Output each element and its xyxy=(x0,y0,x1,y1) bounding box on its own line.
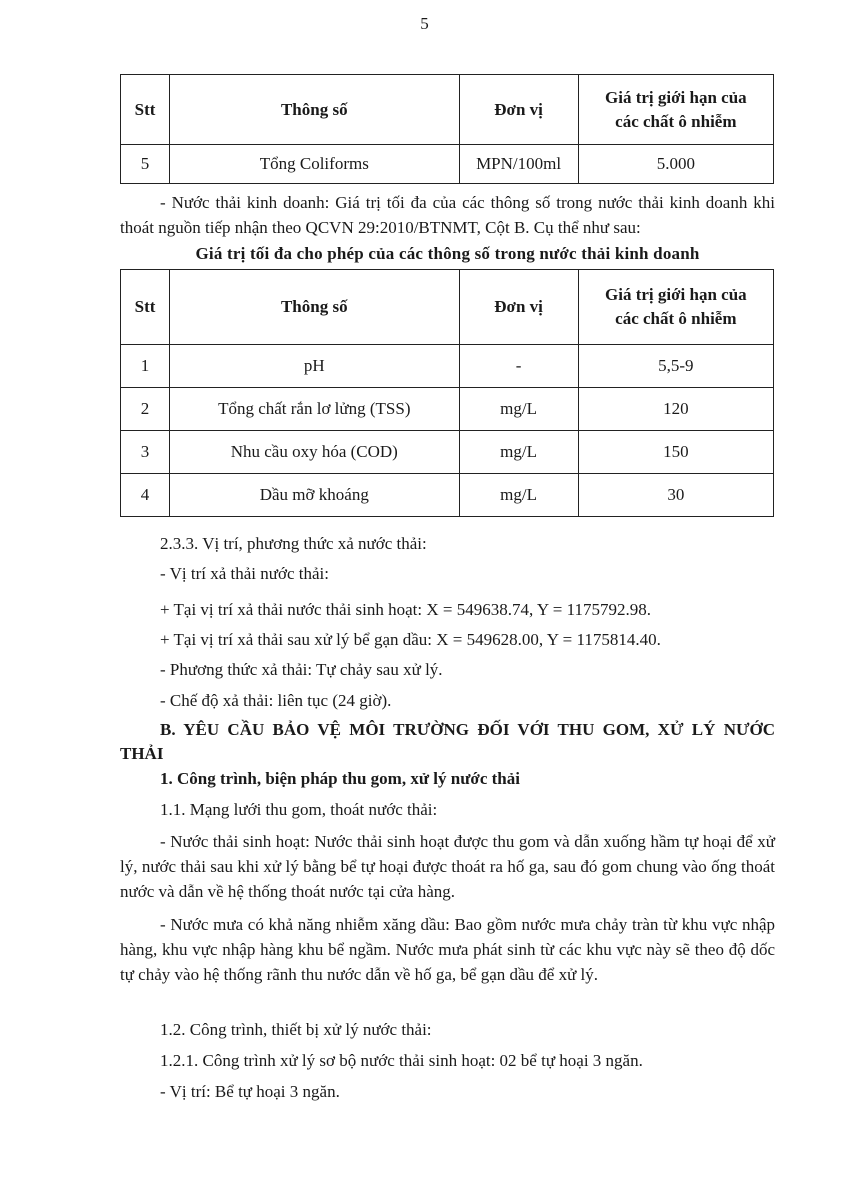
section-1-heading: 1. Công trình, biện pháp thu gom, xử lý nước thải xyxy=(160,769,520,788)
header-unit: Đơn vị xyxy=(459,270,578,345)
table-row xyxy=(121,431,774,474)
header-limit xyxy=(578,270,773,345)
cell-unit: MPN/100ml xyxy=(459,145,578,184)
header-parameter: Thông số xyxy=(170,270,459,345)
discharge-method-line: - Phương thức xả thải: Tự chảy sau xử lý. xyxy=(160,660,443,679)
table-row xyxy=(121,474,774,517)
domestic-discharge-coordinates: + Tại vị trí xả thải nước thải sinh hoạt: X = 549638.74, Y = 1175792.98. xyxy=(160,600,651,619)
discharge-location-line: - Vị trí xả thải nước thải: xyxy=(160,564,329,583)
section-1-2-1-line: 1.2.1. Công trình xử lý sơ bộ nước thải sinh hoạt: 02 bể tự hoại 3 ngăn. xyxy=(160,1051,643,1070)
cell-unit: - xyxy=(459,345,578,388)
page-number: 5 xyxy=(420,14,429,33)
cell-stt: 1 xyxy=(121,345,170,388)
discharge-regime-line: - Chế độ xả thải: liên tục (24 giờ). xyxy=(160,691,392,710)
coliform-limits-table xyxy=(120,74,774,184)
cell-stt: 5 xyxy=(121,145,170,184)
domestic-wastewater-paragraph: - Nước thải sinh hoạt: Nước thải sinh hoạt được thu gom và dẫn xuống hầm tự hoại để xử lý, nước thải sau khi xử lý bằng bể tự hoại được thoát ra hố ga, sau đó gom chung vào ống thoát nước và dẫn về hệ thống thoát nước tại cửa hàng. xyxy=(120,832,775,901)
cell-stt: 4 xyxy=(121,474,170,517)
cell-parameter: Dầu mỡ khoáng xyxy=(170,474,459,517)
header-stt: Stt xyxy=(121,270,170,345)
header-unit: Đơn vị xyxy=(459,75,578,145)
table-row xyxy=(121,388,774,431)
septic-tank-location-line: - Vị trí: Bể tự hoại 3 ngăn. xyxy=(160,1082,340,1101)
section-b-heading: B. YÊU CẦU BẢO VỆ MÔI TRƯỜNG ĐỐI VỚI THU GOM, XỬ LÝ NƯỚC THẢI xyxy=(120,720,775,763)
business-wastewater-limits-table xyxy=(120,269,774,517)
header-limit-line2: các chất ô nhiễm xyxy=(615,309,737,328)
table-caption: Giá trị tối đa cho phép của các thông số trong nước thải kinh doanh xyxy=(195,244,700,263)
header-limit-line1: Giá trị giới hạn của xyxy=(605,285,747,304)
table-header-row xyxy=(121,75,774,145)
header-limit-line1: Giá trị giới hạn của xyxy=(605,87,747,107)
business-wastewater-paragraph: - Nước thải kinh doanh: Giá trị tối đa của các thông số trong nước thải kinh doanh khi thoát nguồn tiếp nhận theo QCVN 29:2010/BTNMT, Cột B. Cụ thể như sau: xyxy=(120,193,775,237)
rainwater-paragraph: - Nước mưa có khả năng nhiễm xăng dầu: Bao gồm nước mưa chảy tràn từ khu vực nhập hàng, khu vực nhập hàng khu bể ngầm. Nước mưa phát sinh từ các khu vực này sẽ theo độ dốc tự chảy vào hệ thống rãnh thu nước dẫn về hố ga, bể gạn dầu để xử lý. xyxy=(120,915,775,984)
cell-parameter: Nhu cầu oxy hóa (COD) xyxy=(170,431,459,474)
cell-unit: mg/L xyxy=(459,431,578,474)
header-stt: Stt xyxy=(121,75,170,145)
section-1-2-heading: 1.2. Công trình, thiết bị xử lý nước thải: xyxy=(160,1020,432,1039)
cell-unit: mg/L xyxy=(459,474,578,517)
header-limit-line2: các chất ô nhiễm xyxy=(615,111,737,131)
cell-unit: mg/L xyxy=(459,388,578,431)
cell-stt: 3 xyxy=(121,431,170,474)
cell-limit: 5,5-9 xyxy=(578,345,773,388)
oil-separator-discharge-coordinates: + Tại vị trí xả thải sau xử lý bể gạn dầu: X = 549628.00, Y = 1175814.40. xyxy=(160,630,661,649)
header-parameter: Thông số xyxy=(170,75,459,145)
table-row xyxy=(121,345,774,388)
cell-limit: 120 xyxy=(578,388,773,431)
cell-limit: 30 xyxy=(578,474,773,517)
cell-parameter: Tổng chất rắn lơ lửng (TSS) xyxy=(170,388,459,431)
table-row xyxy=(121,145,774,184)
cell-limit: 5.000 xyxy=(578,145,773,184)
cell-parameter: Tổng Coliforms xyxy=(170,145,459,184)
cell-parameter: pH xyxy=(170,345,459,388)
section-1-1-heading: 1.1. Mạng lưới thu gom, thoát nước thải: xyxy=(160,800,438,819)
section-2-3-3-heading: 2.3.3. Vị trí, phương thức xả nước thải: xyxy=(160,534,427,553)
table-header-row xyxy=(121,270,774,345)
header-limit xyxy=(578,75,773,145)
cell-stt: 2 xyxy=(121,388,170,431)
cell-limit: 150 xyxy=(578,431,773,474)
